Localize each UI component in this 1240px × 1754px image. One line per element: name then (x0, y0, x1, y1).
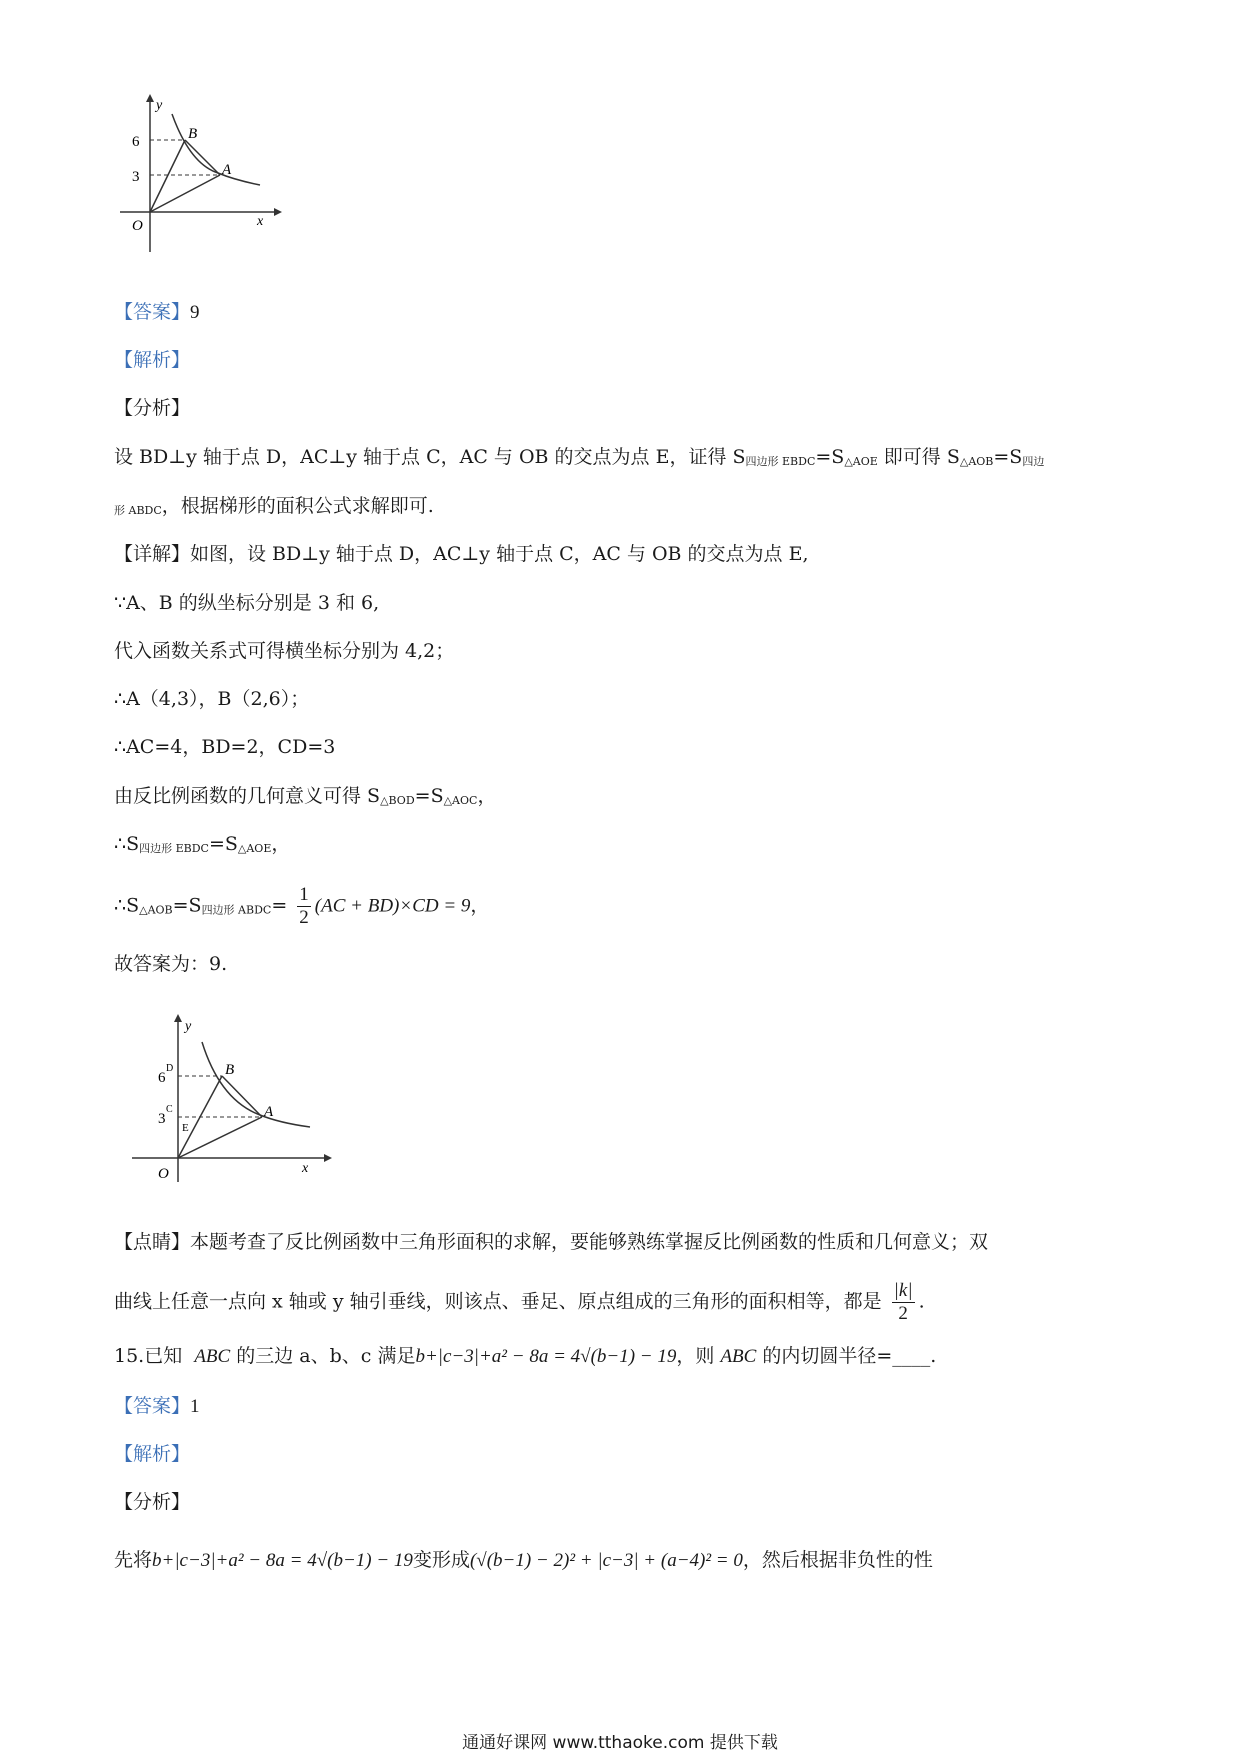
detail-1-intro: 【详解】如图，设 BD⊥y 轴于点 D，AC⊥y 轴于点 C，AC 与 OB 的交点为点 E, (114, 543, 809, 565)
figure-2 (120, 1012, 340, 1192)
tick-6: 6 (158, 1070, 166, 1086)
fenxi-2-tag: 【分析】 (114, 1491, 191, 1513)
detail-1-line8: 故答案为：9. (114, 953, 228, 975)
point-b-label: B (188, 126, 198, 142)
detail-1-line3: ∴A（4,3），B（2,6）； (114, 688, 310, 710)
fenxi-2-line1: 先将b+|c−3|+a² − 8a = 4√(b−1) − 19变形成(√(b−1) − 2)² + |c−3| + (a−4)² = 0，然后根据非负性的性 (114, 1549, 933, 1571)
point-a-label: A (222, 162, 232, 178)
fenxi-1-line2: 形 ABDC，根据梯形的面积公式求解即可. (114, 495, 434, 517)
analysis-1-tag: 【解析】 (114, 349, 191, 371)
figure-1 (110, 92, 310, 262)
detail-1-line4: ∴AC=4，BD=2，CD=3 (114, 736, 336, 758)
page-footer: 通通好课网 www.tthaoke.com 提供下载 (462, 1733, 778, 1753)
fenxi-1-tag: 【分析】 (114, 397, 191, 419)
analysis-2-tag: 【解析】 (114, 1443, 191, 1465)
tick-3: 3 (158, 1111, 166, 1127)
origin-label: O (132, 218, 143, 234)
dianjing-line2: 曲线上任意一点向 x 轴或 y 轴引垂线，则该点、垂足、原点组成的三角形的面积相等，都是 $\frac{|k|}{2}$ . (114, 1280, 925, 1324)
dianjing-line1: 【点睛】本题考查了反比例函数中三角形面积的求解，要能够熟练掌握反比例函数的性质和几何意义；双 (114, 1231, 989, 1253)
point-b-label: B (225, 1062, 235, 1078)
tick-3: 3 (132, 169, 140, 185)
fraction-k-over-2: $\frac{|k|}{2}$ (893, 1280, 913, 1324)
point-c-label: C (166, 1104, 173, 1115)
tick-6: 6 (132, 134, 140, 150)
point-e-label: E (182, 1122, 189, 1134)
point-a-label: A (264, 1104, 274, 1120)
question-15: 15.已知 ABC 的三边 a、b、c 满足b+|c−3|+a² − 8a = 4√(b−1) − 19，则 ABC 的内切圆半径=____. (114, 1345, 937, 1367)
detail-1-line5: 由反比例函数的几何意义可得 S△BOD=S△AOC， (114, 785, 497, 807)
x-axis-label: x (302, 1161, 309, 1176)
detail-1-line6: ∴S四边形 EBDC=S△AOE， (114, 833, 291, 855)
detail-1-line1: ∵A、B 的纵坐标分别是 3 和 6, (114, 592, 380, 614)
y-axis-label: y (185, 1019, 192, 1034)
origin-label: O (158, 1166, 169, 1182)
fraction-half: $\frac{1}{2}$ (299, 884, 309, 928)
answer-2: 【答案】1 (114, 1395, 200, 1417)
point-d-label: D (166, 1063, 174, 1074)
y-axis-label: y (156, 98, 163, 113)
answer-1: 【答案】9 (114, 301, 200, 323)
fenxi-1-line1: 设 BD⊥y 轴于点 D，AC⊥y 轴于点 C，AC 与 OB 的交点为点 E，证得 S四边形 EBDC=S△AOE 即可得 S△AOB=S四边 (114, 446, 1045, 468)
detail-1-line7: ∴S△AOB=S四边形 ABDC= $\frac{1}{2}$ (AC + BD)×CD = 9， (114, 884, 490, 928)
detail-1-line2: 代入函数关系式可得横坐标分别为 4,2； (114, 640, 455, 662)
x-axis-label: x (257, 214, 264, 229)
